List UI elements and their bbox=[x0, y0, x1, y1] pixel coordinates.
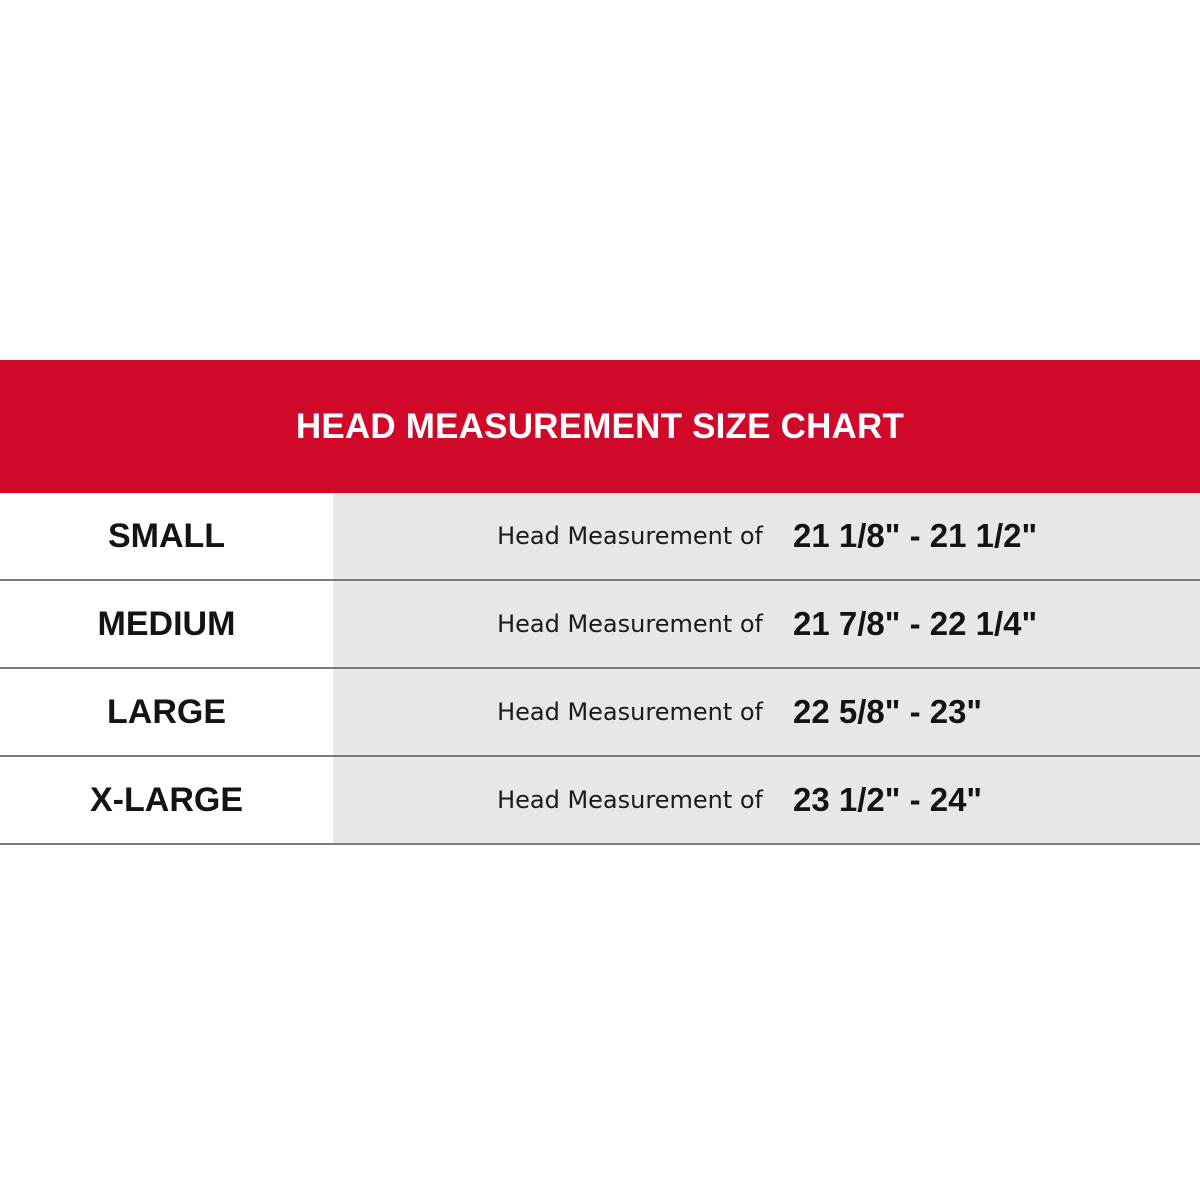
measurement-cell bbox=[333, 669, 1200, 755]
measurement-label: Head Measurement of bbox=[497, 786, 763, 814]
measurement-label: Head Measurement of bbox=[497, 698, 763, 726]
measurement-range: 22 5/8" - 23" bbox=[793, 693, 983, 730]
size-label: MEDIUM bbox=[0, 581, 333, 667]
measurement-label: Head Measurement of bbox=[497, 522, 763, 550]
measurement-cell bbox=[333, 757, 1200, 843]
table-row bbox=[0, 581, 1200, 669]
measurement-range: 21 1/8" - 21 1/2" bbox=[793, 517, 1038, 554]
size-label: LARGE bbox=[0, 669, 333, 755]
table-row bbox=[0, 757, 1200, 845]
chart-title: HEAD MEASUREMENT SIZE CHART bbox=[295, 406, 905, 446]
measurement-range: 23 1/2" - 24" bbox=[793, 781, 983, 818]
measurement-label: Head Measurement of bbox=[497, 610, 763, 638]
table-row bbox=[0, 669, 1200, 757]
measurement-range: 21 7/8" - 22 1/4" bbox=[793, 605, 1038, 642]
size-label: SMALL bbox=[0, 493, 333, 579]
measurement-cell bbox=[333, 581, 1200, 667]
size-label: X-LARGE bbox=[0, 757, 333, 843]
measurement-cell bbox=[333, 493, 1200, 579]
chart-header bbox=[0, 360, 1200, 493]
size-chart-table bbox=[0, 360, 1200, 845]
table-row bbox=[0, 493, 1200, 581]
